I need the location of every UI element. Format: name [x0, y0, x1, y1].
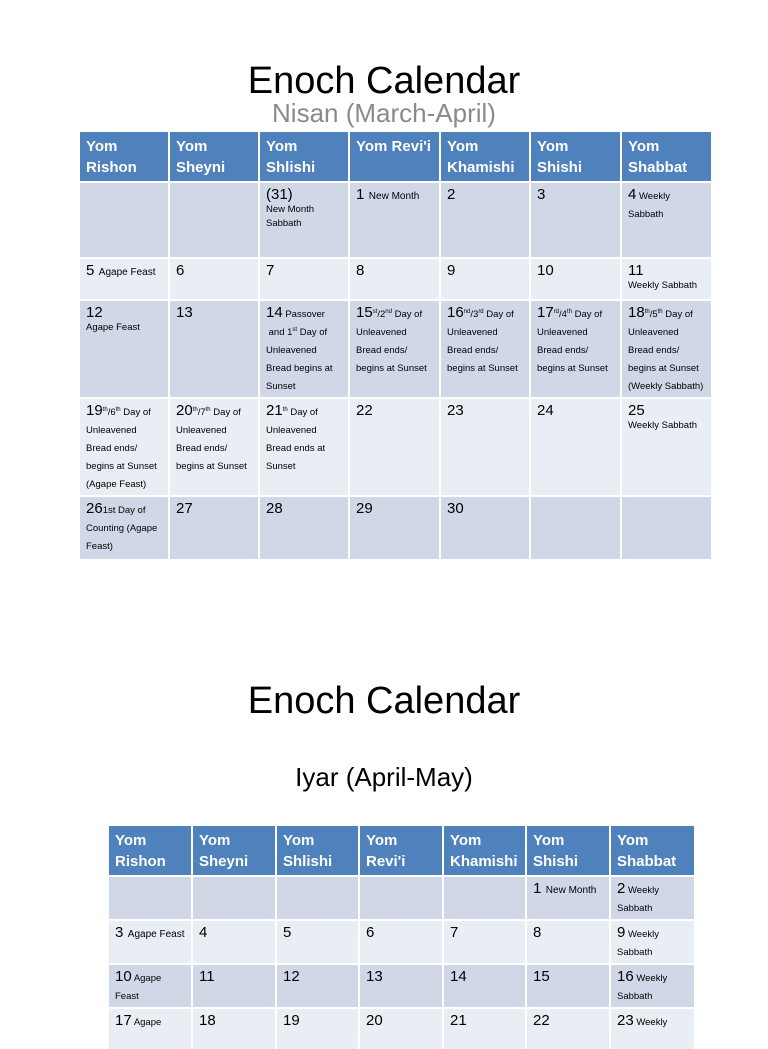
- day-cell: 22: [527, 1007, 611, 1049]
- day-cell: 17 Agape: [109, 1007, 193, 1049]
- day-cell: 12 Agape Feast: [80, 299, 170, 397]
- day-cell: 10 Agape Feast: [109, 963, 193, 1007]
- day-cell: 1 New Month: [527, 875, 611, 919]
- header-yom-shishi: Yom Shishi: [527, 826, 611, 875]
- day-cell: 28: [260, 495, 350, 559]
- day-cell: 19th/6th Day of Unleavened Bread ends/ begins at Sunset (Agape Feast): [80, 397, 170, 495]
- bottom-title: Enoch Calendar: [247, 680, 521, 722]
- day-cell: 4 Weekly Sabbath: [622, 181, 711, 257]
- day-cell: 30: [441, 495, 531, 559]
- day-cell: 23: [441, 397, 531, 495]
- table-row: [80, 495, 711, 559]
- day-cell: 10: [531, 257, 622, 299]
- day-cell: 14 Passover and 1st Day of Unleavened Bread begins at Sunset: [260, 299, 350, 397]
- table-row: [109, 963, 694, 1007]
- day-cell: 29: [350, 495, 441, 559]
- day-cell: 13: [170, 299, 260, 397]
- day-cell: 2 Weekly Sabbath: [611, 875, 694, 919]
- day-cell: 20: [360, 1007, 444, 1049]
- table-row: [80, 397, 711, 495]
- day-cell: 8: [527, 919, 611, 963]
- day-cell: [277, 875, 360, 919]
- day-cell: 1 New Month: [350, 181, 441, 257]
- day-cell: 5: [277, 919, 360, 963]
- day-cell: [360, 875, 444, 919]
- day-cell: 6: [170, 257, 260, 299]
- day-cell: 22: [350, 397, 441, 495]
- day-cell: 14: [444, 963, 527, 1007]
- day-cell: 16 Weekly Sabbath: [611, 963, 694, 1007]
- day-cell: 18th/5th Day of Unleavened Bread ends/ begins at Sunset (Weekly Sabbath): [622, 299, 711, 397]
- day-cell: 7: [444, 919, 527, 963]
- header-yom-revii: Yom Revi'i: [360, 826, 444, 875]
- day-cell: 19: [277, 1007, 360, 1049]
- table-row: [80, 299, 711, 397]
- table-row: [80, 257, 711, 299]
- day-cell: 3 Agape Feast: [109, 919, 193, 963]
- day-cell: 3: [531, 181, 622, 257]
- table-row: [109, 919, 694, 963]
- day-cell: 21th Day of Unleavened Bread ends at Sunset: [260, 397, 350, 495]
- day-cell: 17rd/4th Day of Unleavened Bread ends/ begins at Sunset: [531, 299, 622, 397]
- top-title: Enoch Calendar: [247, 60, 521, 102]
- table-row: [109, 875, 694, 919]
- day-cell: 20th/7th Day of Unleavened Bread ends/ begins at Sunset: [170, 397, 260, 495]
- day-cell: 8: [350, 257, 441, 299]
- day-cell: 27: [170, 495, 260, 559]
- header-yom-sheyni: Yom Sheyni: [193, 826, 277, 875]
- day-cell: 9: [441, 257, 531, 299]
- day-cell: [622, 495, 711, 559]
- day-cell: 4: [193, 919, 277, 963]
- day-cell: 18: [193, 1007, 277, 1049]
- day-cell: 23 Weekly: [611, 1007, 694, 1049]
- header-yom-shabbat: Yom Shabbat: [611, 826, 694, 875]
- day-cell: 13: [360, 963, 444, 1007]
- header-yom-shishi: Yom Shishi: [531, 132, 622, 181]
- header-yom-sheyni: Yom Sheyni: [170, 132, 260, 181]
- day-cell: 12: [277, 963, 360, 1007]
- bottom-subtitle: Iyar (April-May): [295, 762, 473, 792]
- top-subtitle: Nisan (March-April): [272, 98, 496, 128]
- header-yom-rishon: Yom Rishon: [109, 826, 193, 875]
- header-yom-shabbat: Yom Shabbat: [622, 132, 711, 181]
- header-yom-rishon: Yom Rishon: [80, 132, 170, 181]
- day-cell: [444, 875, 527, 919]
- day-cell: 15st/2nd Day of Unleavened Bread ends/ begins at Sunset: [350, 299, 441, 397]
- day-cell: 24: [531, 397, 622, 495]
- day-cell: [170, 181, 260, 257]
- day-cell: 9 Weekly Sabbath: [611, 919, 694, 963]
- iyar-calendar-table: [109, 826, 694, 1049]
- day-cell: 11 Weekly Sabbath: [622, 257, 711, 299]
- day-cell: 16nd/3rd Day of Unleavened Bread ends/ begins at Sunset: [441, 299, 531, 397]
- day-cell: 11: [193, 963, 277, 1007]
- header-yom-shlishi: Yom Shlishi: [260, 132, 350, 181]
- day-cell: (31) New Month Sabbath: [260, 181, 350, 257]
- day-cell: 5 Agape Feast: [80, 257, 170, 299]
- table-row: [109, 1007, 694, 1049]
- table-row: [80, 181, 711, 257]
- day-cell: [80, 181, 170, 257]
- day-cell: [109, 875, 193, 919]
- day-cell: [531, 495, 622, 559]
- header-yom-khamishi: Yom Khamishi: [444, 826, 527, 875]
- header-yom-shlishi: Yom Shlishi: [277, 826, 360, 875]
- day-cell: 21: [444, 1007, 527, 1049]
- day-cell: 2: [441, 181, 531, 257]
- day-cell: 15: [527, 963, 611, 1007]
- header-yom-khamishi: Yom Khamishi: [441, 132, 531, 181]
- day-cell: 6: [360, 919, 444, 963]
- day-cell: 7: [260, 257, 350, 299]
- header-yom-revii: Yom Revi'i: [350, 132, 441, 181]
- day-cell: 25 Weekly Sabbath: [622, 397, 711, 495]
- day-cell: [193, 875, 277, 919]
- day-cell: 261st Day of Counting (Agape Feast): [80, 495, 170, 559]
- nisan-calendar-table: [80, 132, 711, 559]
